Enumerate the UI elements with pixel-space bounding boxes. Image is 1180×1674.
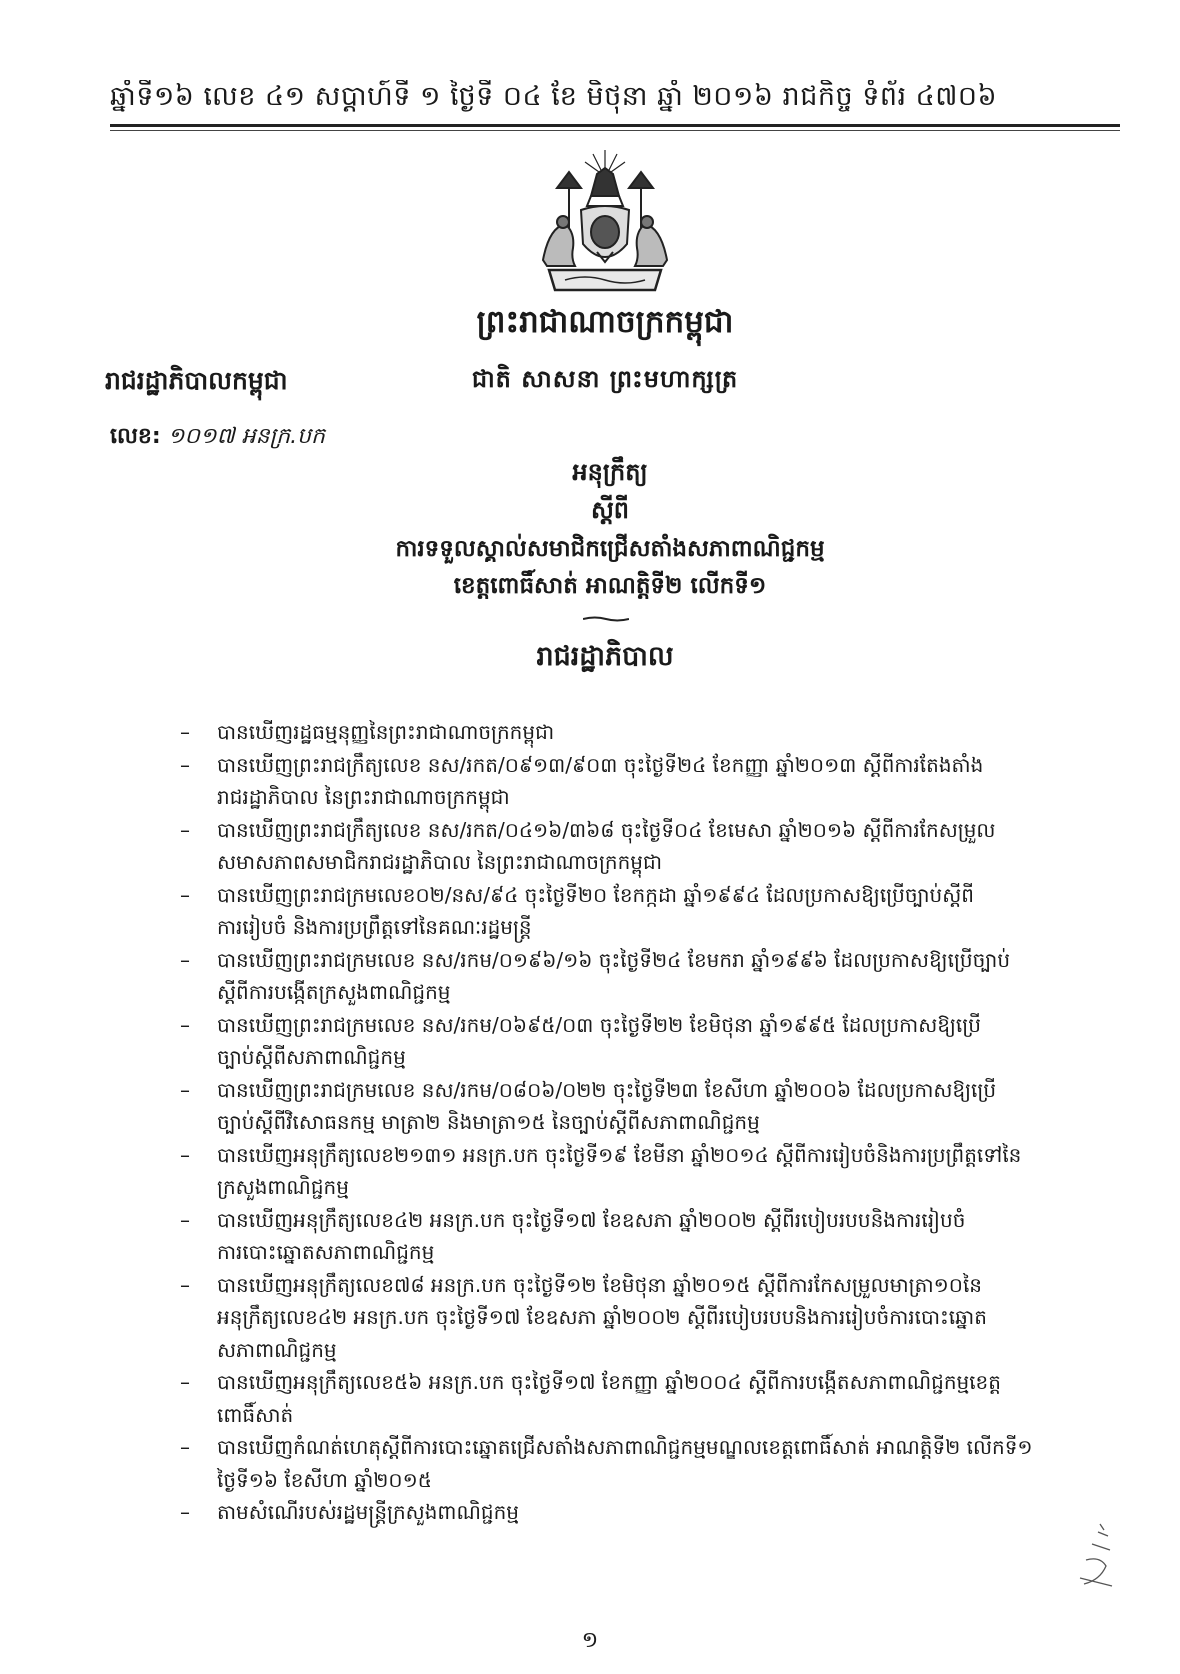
list-item (180, 1269, 1110, 1367)
list-item-line: ថ្ងៃទី១៦ ខែសីហា ឆ្នាំ២០១៥ (217, 1467, 432, 1492)
list-item-line: បានឃើញរដ្ឋធម្មនុញ្ញនៃព្រះរាជាណាចក្រកម្ពុជា (217, 720, 555, 744)
header-rule-thin (110, 130, 1120, 131)
list-item (180, 1366, 1110, 1431)
list-item-line: ច្បាប់ស្តីពីវិសោធនកម្ម មាត្រា២ និងមាត្រា១៥ នៃច្បាប់ស្តីពីសភាពាណិជ្ជកម្ម (217, 1110, 760, 1134)
issuer-government: រាជរដ្ឋាភិបាលកម្ពុជា (105, 366, 288, 395)
list-item-line: ការរៀបចំ និងការប្រព្រឹត្តទៅនៃគណៈរដ្ឋមន្ត្រី (217, 915, 532, 939)
document-title-block (300, 460, 920, 598)
list-item-line: បានឃើញព្រះរាជក្រមលេខ នស/រកម/០១៩៦/១៦ ចុះថ្ងៃទី២៤ ខែមករា ឆ្នាំ១៩៩៦ ដែលប្រកាសឱ្យប្រើច្បាប់ (217, 947, 1011, 972)
list-item-line: បានឃើញអនុក្រឹត្យលេខ២១៣១ អនក្រ.បក ចុះថ្ងៃទី១៩ ខែមីនា ឆ្នាំ២០១៤ ស្តីពីការរៀបចំនិងការប្រព្រឹត្តទៅនៃ (217, 1142, 1022, 1167)
list-item (180, 716, 1110, 749)
title-line-2: ស្តីពី (590, 496, 630, 524)
list-item (180, 1074, 1110, 1139)
list-item (180, 1139, 1110, 1204)
header-rule-thick (110, 124, 1120, 127)
list-dash: – (180, 1272, 190, 1297)
list-item-line: ស្តីពីការបង្កើតក្រសួងពាណិជ្ជកម្ម (217, 980, 451, 1004)
considerations-list (180, 716, 1110, 1529)
list-item (180, 1009, 1110, 1074)
list-item-line: ការបោះឆ្នោតសភាពាណិជ្ជកម្ម (217, 1240, 435, 1264)
list-item-line: បានឃើញព្រះរាជក្រមលេខ នស/រកម/០៨០៦/០២២ ចុះថ្ងៃទី២៣ ខែសីហា ឆ្នាំ២០០៦ ដែលប្រកាសឱ្យប្រើ (217, 1077, 997, 1102)
list-item-line: បានឃើញព្រះរាជក្រឹត្យលេខ នស/រកត/០៩១៣/៩០៣ ចុះថ្ងៃទី២៤ ខែកញ្ញា ឆ្នាំ២០១៣ ស្តីពីការតែងតាំង (217, 752, 984, 777)
list-dash: – (180, 882, 190, 907)
list-dash: – (180, 1142, 190, 1167)
list-item-line: បានឃើញព្រះរាជក្រមលេខ០២/នស/៩៤ ចុះថ្ងៃទី២០ ខែកក្កដា ឆ្នាំ១៩៩៤ ដែលប្រកាសឱ្យប្រើច្បាប់ស្តីពី (217, 882, 974, 907)
decree-number-value: ១០១៧ អនក្រ.បក (167, 424, 325, 449)
list-item (180, 749, 1110, 814)
list-item (180, 1496, 1110, 1529)
list-item-line: សមាសភាពសមាជិករាជរដ្ឋាភិបាល នៃព្រះរាជាណាចក្រកម្ពុជា (217, 850, 663, 874)
decree-number-label: លេខ: (110, 424, 161, 449)
list-dash: – (180, 720, 190, 744)
issuer-heading: រាជរដ្ឋាភិបាល (536, 641, 674, 672)
decree-number (110, 422, 325, 454)
list-item-line: បានឃើញព្រះរាជក្រមលេខ នស/រកម/០៦៩៥/០៣ ចុះថ្ងៃទី២២ ខែមិថុនា ឆ្នាំ១៩៩៥ ដែលប្រកាសឱ្យប្រើ (217, 1012, 981, 1037)
list-item-line: អនុក្រឹត្យលេខ៤២ អនក្រ.បក ចុះថ្ងៃទី១៧ ខែឧសភា ឆ្នាំ២០០២ ស្តីពីរបៀបរបបនិងការរៀបចំការបោះឆ្នោត (217, 1305, 987, 1329)
list-dash: – (180, 1435, 190, 1459)
list-item (180, 879, 1110, 944)
list-item-line: ពោធិ៍សាត់ (217, 1402, 294, 1427)
list-item (180, 1431, 1110, 1496)
divider-ornament-icon (583, 615, 629, 623)
handwritten-initials (1070, 1520, 1120, 1590)
list-dash: – (180, 817, 190, 842)
national-motto: ជាតិ សាសនា ព្រះមហាក្សត្រ (471, 365, 739, 393)
list-item-line: ក្រសួងពាណិជ្ជកម្ម (217, 1175, 349, 1199)
page-number: ១ (581, 1628, 599, 1653)
list-dash: – (180, 752, 190, 777)
title-line-3: ការទទួលស្គាល់សមាជិកជ្រើសតាំងសភាពាណិជ្ជកម្ម (395, 536, 825, 562)
list-item-line: រាជរដ្ឋាភិបាល នៃព្រះរាជាណាចក្រកម្ពុជា (217, 785, 510, 809)
list-dash: – (180, 947, 190, 972)
list-item (180, 814, 1110, 879)
kingdom-title: ព្រះរាជាណាចក្រកម្ពុជា (476, 304, 734, 340)
list-dash: – (180, 1370, 190, 1394)
list-item-line: បានឃើញកំណត់ហេតុស្តីពីការបោះឆ្នោតជ្រើសតាំងសភាពាណិជ្ជកម្មមណ្ឌលខេត្តពោធិ៍សាត់ អាណត្តិទី២ លើកទី១ (217, 1435, 1033, 1459)
list-item-line: សភាពាណិជ្ជកម្ម (217, 1337, 337, 1362)
list-item-line: តាមសំណើរបស់រដ្ឋមន្ត្រីក្រសួងពាណិជ្ជកម្ម (217, 1500, 519, 1524)
list-item-line: បានឃើញអនុក្រឹត្យលេខ៧៨ អនក្រ.បក ចុះថ្ងៃទី១២ ខែមិថុនា ឆ្នាំ២០១៥ ស្តីពីការកែសម្រួលមាត្រា១០នៃ (217, 1272, 982, 1297)
list-dash: – (180, 1012, 190, 1037)
list-dash: – (180, 1207, 190, 1232)
gazette-header: ឆ្នាំទី១៦ លេខ ៤១ សប្តាហ៍ទី ១ ថ្ងៃទី ០៤ ខែ មិថុនា ឆ្នាំ ២០១៦ រាជកិច្ច ទំព័រ ៤៧០៦ (110, 81, 998, 112)
list-dash: – (180, 1077, 190, 1102)
list-item-line: បានឃើញព្រះរាជក្រឹត្យលេខ នស/រកត/០៤១៦/៣៦៨ ចុះថ្ងៃទី០៤ ខែមេសា ឆ្នាំ២០១៦ ស្តីពីការកែសម្រួល (217, 817, 996, 842)
list-item (180, 944, 1110, 1009)
list-item (180, 1204, 1110, 1269)
title-line-1: អនុក្រឹត្យ (572, 458, 648, 486)
list-dash: – (180, 1500, 190, 1524)
royal-coat-of-arms-icon (535, 148, 675, 298)
title-line-4: ខេត្តពោធិ៍សាត់ អាណត្តិទី២ លើកទី១ (453, 573, 767, 599)
list-item-line: បានឃើញអនុក្រឹត្យលេខ៤២ អនក្រ.បក ចុះថ្ងៃទី១៧ ខែឧសភា ឆ្នាំ២០០២ ស្តីពីរបៀបរបបនិងការរៀបចំ (217, 1207, 966, 1232)
list-item-line: ច្បាប់ស្តីពីសភាពាណិជ្ជកម្ម (217, 1045, 406, 1069)
list-item-line: បានឃើញអនុក្រឹត្យលេខ៥៦ អនក្រ.បក ចុះថ្ងៃទី១៧ ខែកញ្ញា ឆ្នាំ២០០៤ ស្តីពីការបង្កើតសភាពាណិជ្ជកម្មខេត្ត (217, 1370, 1001, 1394)
